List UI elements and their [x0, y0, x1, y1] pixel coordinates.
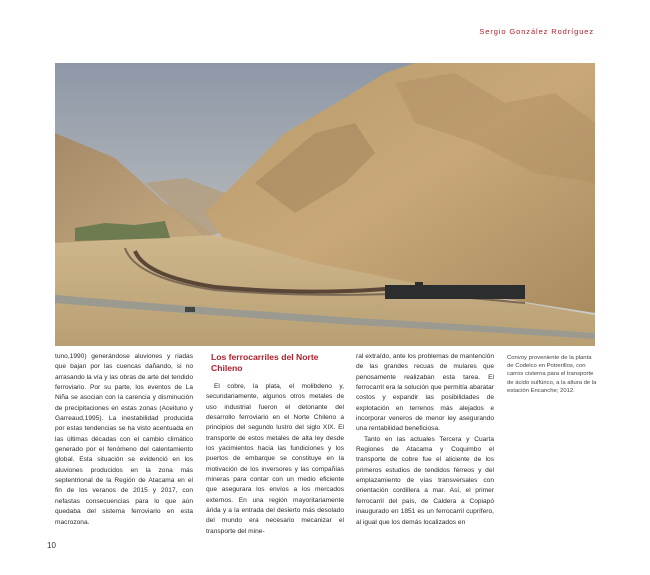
- section-title: Los ferrocarriles del Norte Chileno: [211, 352, 319, 373]
- paragraph: Tanto en las actuales Tercera y Cuarta Regiones de Atacama y Coquimbo el transporte de cobre fue el aliciente de los primeros estudios de tendidos férreos y del emplazamiento de vías transversales con orientación cordillera a mar. Así, el primer ferrocarril del país, de Caldera a Copiapó inaugurado en 1851 es un ferrocarril cuprífero, al igual que los demás localizados en: [356, 435, 494, 526]
- locomotives: [385, 285, 525, 299]
- text-column-3: [356, 352, 494, 528]
- locomotive-cab: [415, 282, 423, 286]
- vehicle: [185, 307, 195, 312]
- text-column-1: [55, 352, 193, 528]
- paragraph: tuno,1990) generándose aluviones y riadas que bajan por las cuencas dañando, si no arrasando la vía y las obras de arte del tendido ferroviario. Por su parte, los eventos de La Niña se asocian con la carencia y disminución de precipitaciones en estas zonas (Aceituno y Garreaud,1995). La inestabilidad producida por estas tendencias se ha visto acentuada en las últimas décadas con el cambio climático generado por el fenómeno del calentamiento global. Esta situación se evidenció en los aluviones producidos en la zona más septentrional de la Región de Atacama en el fin de los veranos de 2015 y 2017, con nefastas consecuencias para lo que aún quedaba del sistema ferroviario en esta macrozona.: [55, 353, 193, 526]
- paragraph: ral extraído, ante los problemas de mantención de las grandes recuas de mulares que penosamente realizaban esta tarea. El ferrocarril era la solución que permitía abaratar costos y expandir las posibilidades de explotación en terrenos más alejados e incorporar veneros de menor ley asegurando una rentabilidad beneficiosa.: [356, 353, 494, 433]
- paragraph: El cobre, la plata, el molibdeno y, secundariamente, algunos otros metales de uso industrial fueron el detonante del desarrollo ferroviario en el Norte Chileno a principios del segundo lustro del siglo XIX. El transporte de estos metales de alta ley desde los yacimientos hacia las fundiciones y los puertos de embarque se constituye en la motivación de los inversores y las compañías mineras para contar con un medio eficiente que asegurara los envíos a los mercados externos. En una región mayoritariamente árida y a la entrada del desierto más desolado del mundo era necesario mecanizar el transporte del mine-: [206, 383, 344, 535]
- page-number: 10: [47, 541, 56, 550]
- train-photo: [55, 63, 595, 346]
- train-photo-illustration: [55, 63, 595, 346]
- text-column-2: [206, 352, 344, 537]
- running-head: Sergio González Rodríguez: [479, 27, 594, 36]
- photo-caption: Convoy proveniente de la planta de Codelco en Potrerillos, con carros cisterna para el transporte de ácido sulfúrico, a la altura de la estación Encanche; 2012.: [507, 355, 597, 394]
